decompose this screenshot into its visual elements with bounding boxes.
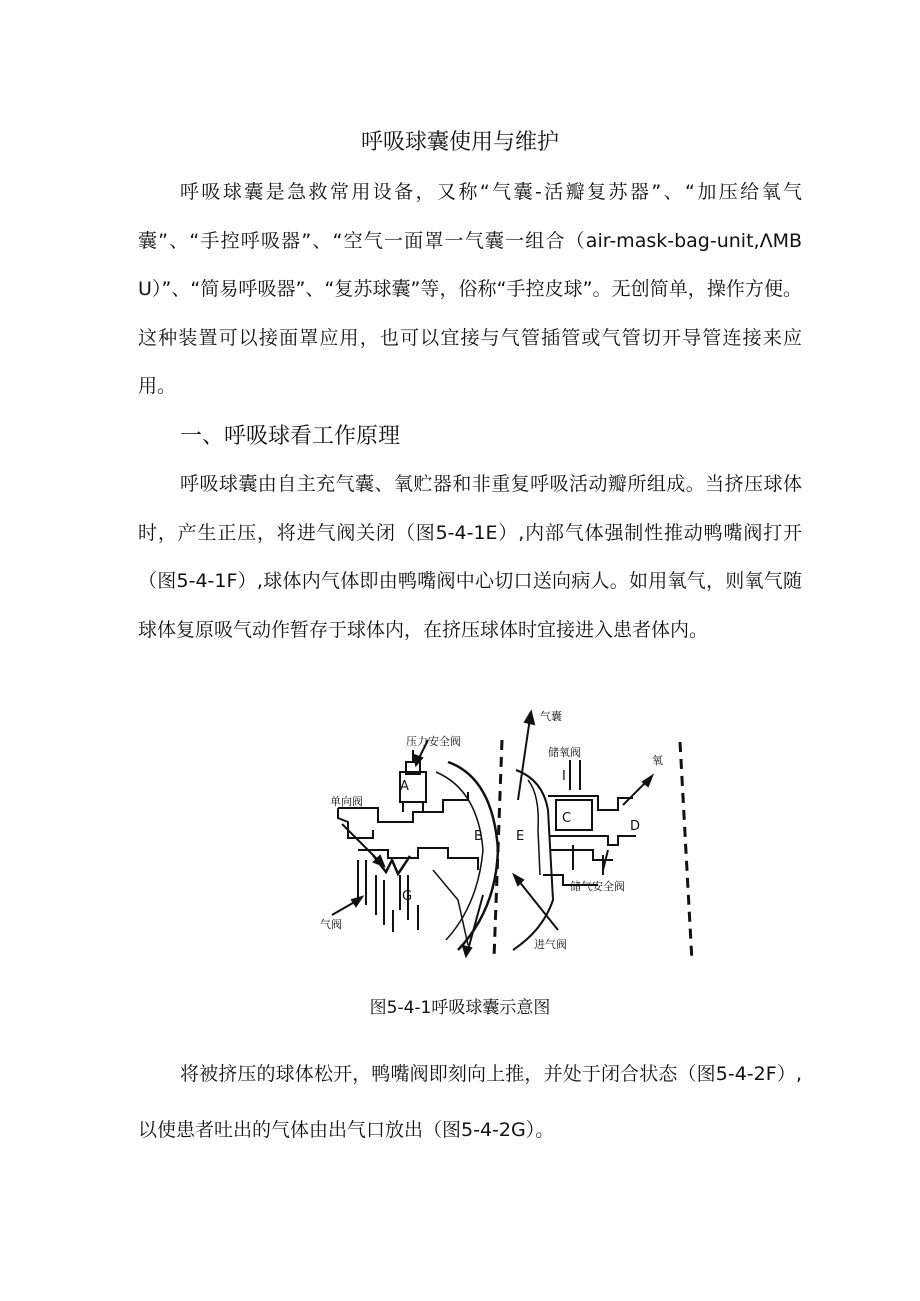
label-oxygen: 氧 <box>652 754 663 767</box>
principle-paragraph: 呼吸球囊由自主充气囊、氧贮器和非重复呼吸活动瓣所组成。当挤压球体时，产生正压，将进气阀关闭（图5-4-1E）,内部气体强制性推动鸭嘴阀打开（图5-4-1F）,球体内气体即由鸭嘴阀中心切口送向病人。如用氧气，则氧气随球体复原吸气动作暂存于球体内，在挤压球体时宜接进入患者体内。 <box>138 473 802 641</box>
divider-dashed <box>494 740 502 958</box>
label-pressure-valve: 压力安全阀 <box>406 735 461 748</box>
letter-d: D <box>630 819 641 834</box>
figure-caption: 图5-4-1呼吸球囊示意图 <box>369 998 551 1018</box>
label-bag: 气囊 <box>540 710 562 723</box>
label-intake-valve: 进气阀 <box>534 938 567 951</box>
patient-valve-drawing <box>338 750 498 950</box>
label-reservoir-valve: 储氧阀 <box>548 746 581 759</box>
letter-e: E <box>516 829 525 844</box>
letter-b: B <box>474 829 483 844</box>
right-dashed-edge <box>680 742 692 962</box>
diagram-drawing <box>318 700 710 970</box>
section-heading: 一、呼吸球看工作原理 <box>180 424 401 449</box>
letter-c: C <box>562 811 572 826</box>
letter-i: I <box>562 769 566 784</box>
letter-g: G <box>402 889 413 904</box>
label-exhaust-valve: 气阀 <box>320 918 342 931</box>
ambu-bag-diagram <box>318 700 710 970</box>
release-paragraph: 将被挤压的球体松开，鸭嘴阀即刻向上推，并处于闭合状态（图5-4-2F）,以使患者吐出的气体由出气口放出（图5-4-2G）。 <box>138 1063 802 1141</box>
letter-a: A <box>400 779 409 794</box>
intro-paragraph: 呼吸球囊是急救常用设备，又称“气囊-活瓣复苏器”、“加压给氧气囊”、“手控呼吸器”、“空气一面罩一气囊一组合（air-mask-bag-unit,ΛMBU）”、“简易呼吸器”、“复苏球囊”等，俗称“手控皮球”。无创简单，操作方便。这种装置可以接面罩应用，也可以宜接与气管插管或气管切开导管连接来应用。 <box>138 181 802 397</box>
document-title: 呼吸球囊使用与维护 <box>360 130 559 155</box>
label-reservoir-safety-valve: 储气安全阀 <box>570 880 625 893</box>
reservoir-drawing <box>513 760 636 950</box>
label-one-way-valve: 单向阀 <box>330 795 363 808</box>
